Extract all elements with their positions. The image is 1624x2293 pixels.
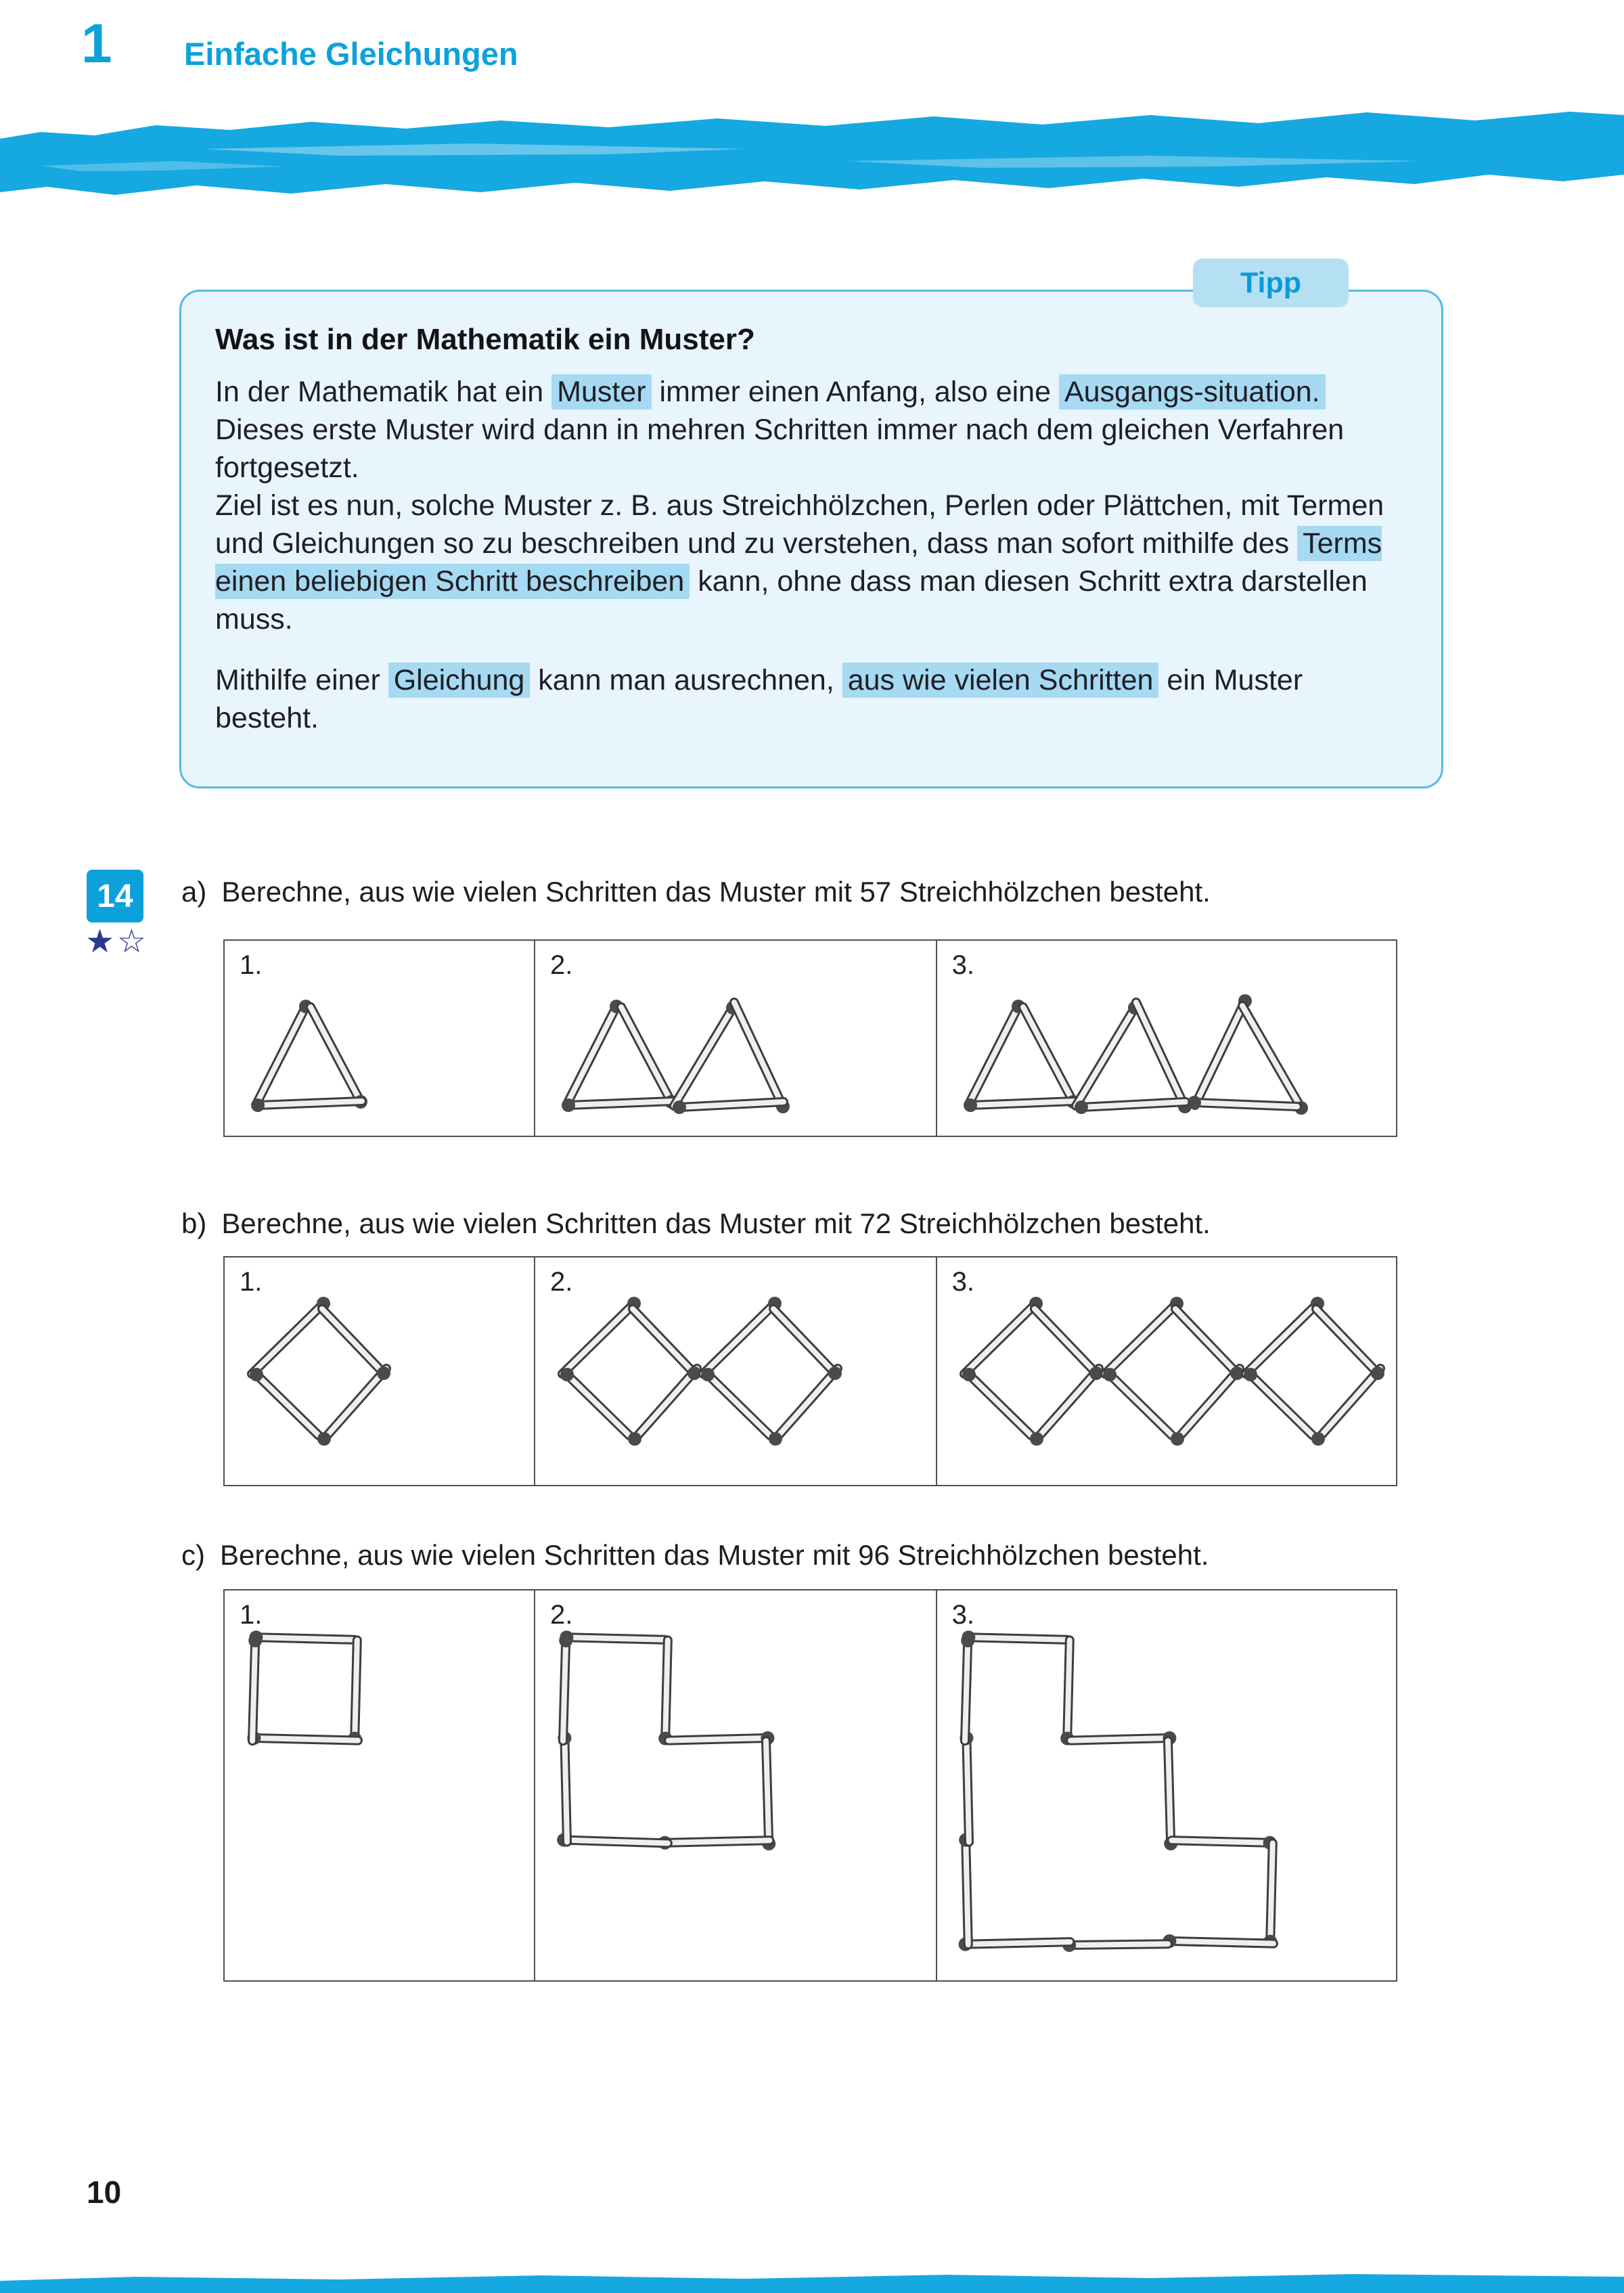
matchstick-head bbox=[964, 1098, 977, 1112]
pattern-step-number: 3. bbox=[951, 950, 975, 980]
matchstick bbox=[1263, 1843, 1277, 1948]
tip-paragraph bbox=[215, 661, 1407, 737]
matchstick bbox=[701, 1368, 770, 1435]
matchstick-head bbox=[1371, 1366, 1384, 1380]
matchstick bbox=[769, 1368, 838, 1446]
highlighted-term: aus wie vielen Schritten bbox=[842, 663, 1159, 698]
matchstick-figure bbox=[554, 1628, 779, 1852]
star-outline-icon: ☆ bbox=[117, 924, 150, 960]
matchstick bbox=[1136, 1002, 1192, 1113]
matchstick-head bbox=[1171, 1432, 1184, 1446]
matchstick bbox=[621, 1007, 678, 1109]
matchstick bbox=[558, 1731, 571, 1842]
matchstick bbox=[669, 1731, 774, 1745]
matchstick bbox=[348, 1640, 361, 1745]
matchstick bbox=[1070, 1731, 1176, 1745]
matchstick bbox=[673, 1100, 784, 1114]
matchstick-figure bbox=[244, 1295, 398, 1449]
tip-box bbox=[179, 290, 1443, 788]
matchstick bbox=[1076, 1001, 1142, 1106]
matchstick bbox=[1171, 1836, 1276, 1850]
pattern-table bbox=[223, 939, 1397, 1137]
matchstick-head bbox=[1103, 1368, 1116, 1381]
pattern-cell bbox=[225, 1590, 534, 1980]
pattern-cell bbox=[936, 1590, 1396, 1980]
matchstick bbox=[562, 1098, 673, 1112]
matchstick bbox=[1060, 1640, 1074, 1745]
tip-paragraph bbox=[215, 487, 1407, 638]
matchstick-head bbox=[673, 1100, 686, 1114]
highlighted-term: Muster bbox=[551, 374, 651, 409]
matchstick-figure bbox=[244, 1628, 367, 1751]
text-run: immer einen Anfang, also eine bbox=[651, 376, 1059, 408]
highlighted-term: Ausgangs-situation. bbox=[1059, 374, 1326, 409]
matchstick bbox=[249, 1630, 354, 1644]
matchstick bbox=[1103, 1368, 1172, 1435]
matchstick bbox=[317, 1368, 386, 1446]
pattern-table bbox=[223, 1589, 1397, 1982]
matchstick-figure bbox=[244, 994, 374, 1115]
matchstick-head bbox=[701, 1368, 715, 1381]
matchstick bbox=[1030, 1368, 1099, 1446]
matchstick bbox=[962, 1630, 1066, 1644]
matchstick bbox=[1023, 1007, 1080, 1109]
matchstick bbox=[658, 1836, 770, 1850]
part-letter: a) bbox=[181, 876, 207, 908]
matchstick bbox=[1035, 1309, 1103, 1380]
matchstick bbox=[560, 1630, 664, 1644]
matchstick-head bbox=[248, 1634, 262, 1647]
matchstick bbox=[247, 1731, 358, 1745]
matchstick bbox=[1244, 1368, 1313, 1435]
matchstick bbox=[1188, 1096, 1297, 1109]
matchstick-head bbox=[962, 1368, 976, 1381]
chapter-title: Einfache Gleichungen bbox=[184, 36, 518, 72]
matchstick bbox=[960, 1731, 973, 1842]
text-run: kann man ausrechnen, bbox=[530, 664, 842, 696]
pattern-cell bbox=[534, 1257, 936, 1485]
exercise-part-label bbox=[181, 1206, 1467, 1242]
tip-tab: Tipp bbox=[1193, 259, 1349, 307]
matchstick bbox=[1062, 1938, 1168, 1952]
matchstick-head bbox=[559, 1634, 572, 1647]
pattern-step-number: 1. bbox=[240, 1267, 263, 1297]
matchstick-head bbox=[1244, 1368, 1257, 1381]
matchstick bbox=[248, 1634, 262, 1741]
matchstick bbox=[964, 1098, 1075, 1112]
matchstick bbox=[1242, 1006, 1308, 1115]
matchstick bbox=[633, 1309, 701, 1380]
matchstick-head bbox=[250, 1368, 263, 1381]
matchstick-head bbox=[317, 1432, 331, 1446]
bottom-edge-decoration bbox=[0, 2273, 1624, 2293]
pattern-cell bbox=[225, 941, 534, 1136]
matchstick bbox=[1175, 1309, 1244, 1380]
brush-stroke-decoration bbox=[0, 102, 1624, 203]
matchstick-figure bbox=[956, 1295, 1392, 1449]
exercise-difficulty-stars bbox=[85, 926, 149, 958]
matchstick bbox=[959, 1833, 972, 1945]
matchstick bbox=[773, 1309, 842, 1380]
matchstick-head bbox=[628, 1432, 641, 1446]
matchstick bbox=[257, 1000, 313, 1103]
matchstick bbox=[658, 1640, 672, 1745]
pattern-step-number: 2. bbox=[549, 1600, 573, 1630]
matchstick bbox=[970, 1000, 1025, 1103]
chapter-number: 1 bbox=[81, 13, 112, 74]
part-text: Berechne, aus wie vielen Schritten das Muster mit 72 Streichhölzchen besteht. bbox=[221, 1207, 1211, 1239]
matchstick-head bbox=[377, 1366, 390, 1380]
part-letter: b) bbox=[181, 1207, 207, 1239]
tip-paragraphs bbox=[215, 373, 1407, 737]
pattern-cell bbox=[534, 1590, 936, 1980]
pattern-cell bbox=[225, 1257, 534, 1485]
matchstick-figure bbox=[956, 1628, 1282, 1954]
matchstick bbox=[674, 1001, 740, 1106]
pattern-step-number: 1. bbox=[240, 950, 263, 980]
exercise-number-badge: 14 bbox=[87, 870, 143, 922]
pattern-cell bbox=[936, 1257, 1396, 1485]
matchstick bbox=[1075, 1100, 1186, 1114]
pattern-step-number: 2. bbox=[549, 1267, 573, 1297]
matchstick-head bbox=[769, 1432, 782, 1446]
pattern-step-number: 3. bbox=[951, 1600, 975, 1630]
text-run: Mithilfe einer bbox=[215, 664, 388, 696]
part-text: Berechne, aus wie vielen Schritten das Muster mit 57 Streichhölzchen besteht. bbox=[221, 876, 1211, 908]
matchstick-figure bbox=[956, 994, 1311, 1115]
matchstick bbox=[1171, 1368, 1240, 1446]
text-run: kann, ohne dass man diesen Schritt extra darstellen muss. bbox=[215, 565, 1368, 636]
matchstick bbox=[628, 1368, 697, 1446]
matchstick-head bbox=[1188, 1096, 1201, 1109]
part-text: Berechne, aus wie vielen Schritten das Muster mit 96 Streichhölzchen besteht. bbox=[220, 1539, 1209, 1571]
pattern-cell bbox=[936, 941, 1396, 1136]
matchstick bbox=[1163, 1934, 1273, 1948]
highlighted-term: Terms einen beliebigen Schritt beschreiben bbox=[215, 527, 1382, 598]
exercise-part-label bbox=[181, 874, 1467, 910]
text-run: ein Muster besteht. bbox=[215, 664, 1303, 734]
pattern-step-number: 3. bbox=[951, 1267, 975, 1297]
matchstick bbox=[560, 1368, 629, 1435]
matchstick bbox=[251, 1098, 362, 1112]
matchstick-figure bbox=[554, 994, 796, 1115]
matchstick bbox=[762, 1741, 775, 1850]
matchstick-head bbox=[1311, 1432, 1325, 1446]
matchstick bbox=[311, 1007, 367, 1109]
matchstick-head bbox=[828, 1366, 842, 1380]
pattern-step-number: 2. bbox=[549, 950, 573, 980]
text-run: In der Mathematik hat ein bbox=[215, 376, 552, 408]
matchstick bbox=[734, 1002, 790, 1113]
matchstick bbox=[250, 1368, 319, 1435]
matchstick bbox=[1316, 1309, 1384, 1380]
matchstick-head bbox=[251, 1098, 265, 1112]
text-run: Dieses erste Muster wird dann in mehren Schritten immer nach dem gleichen Verfahren fortgesetzt. bbox=[215, 414, 1345, 484]
highlighted-term: Gleichung bbox=[388, 663, 531, 698]
matchstick bbox=[1311, 1368, 1380, 1446]
matchstick-figure bbox=[554, 1295, 849, 1449]
matchstick bbox=[1164, 1741, 1177, 1850]
part-letter: c) bbox=[181, 1539, 205, 1571]
matchstick-head bbox=[961, 1634, 974, 1647]
star-filled-icon: ★ bbox=[85, 924, 118, 960]
matchstick bbox=[961, 1634, 974, 1741]
matchstick-head bbox=[1075, 1100, 1088, 1114]
pattern-cell bbox=[534, 941, 936, 1136]
matchstick bbox=[958, 1938, 1070, 1951]
matchstick bbox=[559, 1634, 572, 1741]
pattern-step-number: 1. bbox=[240, 1600, 263, 1630]
matchstick bbox=[322, 1309, 390, 1380]
matchstick bbox=[962, 1368, 1031, 1435]
text-run: Ziel ist es nun, solche Muster z. B. aus Streichhölzchen, Perlen oder Plättchen, mit Termen und Gleichungen so zu beschreiben und zu verstehen, dass man sofort mithilfe des bbox=[215, 489, 1384, 560]
tip-paragraph bbox=[215, 373, 1407, 487]
matchstick-head bbox=[1030, 1432, 1043, 1446]
matchstick-head bbox=[562, 1098, 575, 1112]
pattern-table bbox=[223, 1256, 1397, 1486]
tip-heading: Was ist in der Mathematik ein Muster? bbox=[215, 323, 755, 356]
matchstick bbox=[557, 1833, 668, 1847]
matchstick-head bbox=[560, 1368, 574, 1381]
matchstick bbox=[568, 1000, 623, 1103]
page-number: 10 bbox=[87, 2175, 122, 2210]
exercise-part-label bbox=[181, 1538, 1467, 1574]
